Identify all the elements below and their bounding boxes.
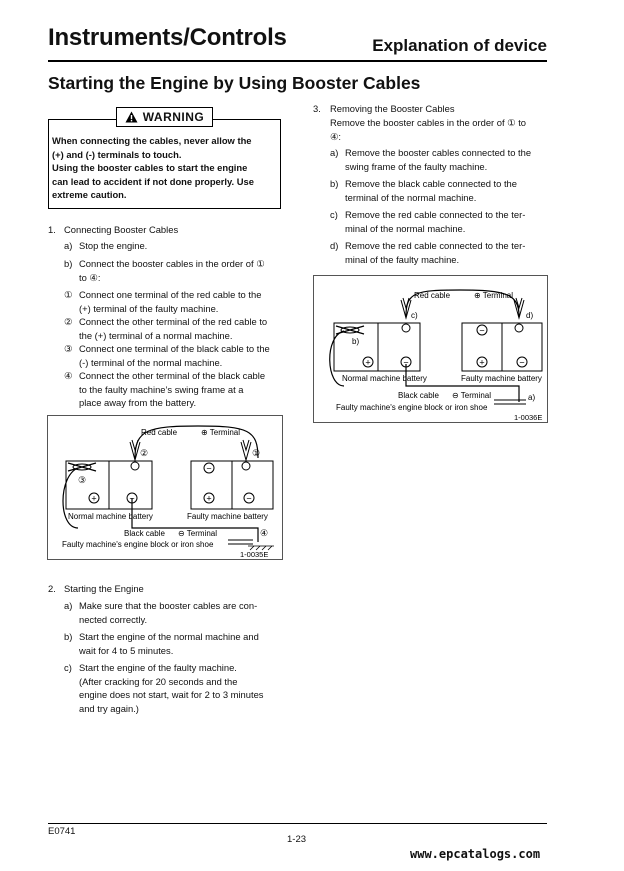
- black-cable-label: Black cable: [124, 529, 165, 538]
- marker-b: b): [352, 337, 360, 346]
- marker-4: ④: [260, 528, 269, 538]
- text-line: Connect one terminal of the black cable to the: [79, 343, 270, 354]
- text-line: Connect the other terminal of the black cable: [79, 370, 266, 381]
- text-line: swing frame of the faulty machine.: [345, 160, 488, 172]
- chapter-subtitle: Explanation of device: [372, 36, 547, 55]
- step3-c-mark: c): [330, 209, 338, 220]
- text-line: Start the engine of the faulty machine.: [79, 662, 237, 673]
- minus-terminal-label: ⊖ Terminal: [178, 529, 218, 538]
- text-line: Remove the black cable connected to the: [345, 178, 517, 189]
- step1-c4-mark: ④: [64, 370, 73, 381]
- engine-block-label: Faulty machine's engine block or iron shoe: [62, 540, 214, 549]
- minus-sign: −: [129, 493, 135, 504]
- step1-c1-text: [79, 288, 282, 315]
- step2-b-mark: b): [64, 631, 73, 642]
- text-line: nected correctly.: [79, 613, 148, 625]
- step2-a-text: [79, 599, 282, 626]
- step1-c3-mark: ③: [64, 343, 73, 354]
- step3-b-mark: b): [330, 178, 339, 189]
- step1-b-text: [79, 257, 283, 284]
- black-cable-label: Black cable: [398, 391, 439, 400]
- text-line: Connect the other terminal of the red cable to: [79, 316, 268, 327]
- minus-sign: −: [403, 357, 409, 368]
- marker-a: a): [528, 393, 536, 402]
- step3-intro: [330, 116, 548, 143]
- plus-sign: +: [479, 357, 485, 368]
- text-line: (+) terminal of the faulty machine.: [79, 302, 219, 314]
- text-line: Connect the booster cables in the order of ①: [79, 258, 265, 269]
- step3-d-mark: d): [330, 240, 339, 251]
- step1-a-text: Stop the engine.: [79, 240, 148, 251]
- step1-c2-mark: ②: [64, 316, 73, 327]
- red-cable-label: Red cable: [414, 291, 451, 300]
- plus-sign: +: [206, 493, 212, 504]
- warning-line: can lead to accident if not done properly. Use: [52, 175, 254, 187]
- step2-number: 2.: [48, 583, 56, 594]
- step1-title: Connecting Booster Cables: [64, 224, 179, 235]
- step3-d-text: [345, 239, 548, 266]
- text-line: Make sure that the booster cables are con-: [79, 600, 258, 611]
- marker-3: ③: [78, 475, 87, 485]
- step2-b-text: [79, 630, 282, 657]
- faulty-battery-label: Faulty machine battery: [461, 374, 542, 383]
- step1-number: 1.: [48, 224, 56, 235]
- figure-connecting-cables: [47, 415, 283, 560]
- text-line: Remove the red cable connected to the ter-: [345, 240, 526, 251]
- watermark-url: www.epcatalogs.com: [410, 847, 541, 861]
- marker-d: d): [526, 311, 534, 320]
- warning-line: Using the booster cables to start the engine: [52, 162, 248, 173]
- plus-sign: +: [365, 357, 371, 368]
- text-line: engine does not start, wait for 2 to 3 minutes: [79, 689, 264, 700]
- warning-line: (+) and (-) terminals to touch.: [52, 148, 182, 160]
- figure1-diagram: [48, 416, 282, 559]
- page-number: 1-23: [287, 834, 307, 845]
- section-title: Starting the Engine by Using Booster Cables: [48, 73, 421, 93]
- step1-b-mark: b): [64, 258, 73, 269]
- engine-block-label: Faulty machine's engine block or iron shoe: [336, 403, 488, 412]
- step3-c-text: [345, 208, 548, 235]
- plus-sign: +: [91, 493, 97, 504]
- step1-a-mark: a): [64, 240, 73, 251]
- footer-rule: [48, 823, 547, 824]
- step2-c-text: [79, 661, 282, 715]
- warning-label-text: WARNING: [142, 110, 205, 124]
- minus-sign: −: [246, 493, 252, 504]
- text-line: Connect one terminal of the red cable to the: [79, 289, 262, 300]
- text-line: Remove the red cable connected to the ter-: [345, 209, 526, 220]
- red-cable-label: Red cable: [141, 428, 178, 437]
- normal-battery-label: Normal machine battery: [342, 374, 427, 383]
- text-line: wait for 4 to 5 minutes.: [79, 644, 174, 656]
- text-line: to the faulty machine’s swing frame at a: [79, 383, 244, 395]
- text-line: (After cracking for 20 seconds and the: [79, 675, 238, 687]
- step3-a-mark: a): [330, 147, 339, 158]
- minus-terminal-label: ⊖ Terminal: [452, 391, 492, 400]
- step2-title: Starting the Engine: [64, 583, 144, 594]
- warning-line: When connecting the cables, never allow the: [52, 135, 252, 146]
- minus-sign: −: [479, 325, 485, 336]
- warning-text: [52, 134, 279, 202]
- text-line: minal of the normal machine.: [345, 222, 466, 234]
- minus-sign: −: [206, 463, 212, 474]
- step1-c2-text: [79, 315, 282, 342]
- step2-c-mark: c): [64, 662, 72, 673]
- text-line: the (+) terminal of a normal machine.: [79, 329, 233, 341]
- text-line: Remove the booster cables connected to the: [345, 147, 532, 158]
- text-line: Start the engine of the normal machine and: [79, 631, 259, 642]
- figure-code: 1-0036E: [514, 413, 543, 422]
- step3-title: Removing the Booster Cables: [330, 103, 455, 114]
- text-line: terminal of the normal machine.: [345, 191, 477, 203]
- warning-triangle-icon: [125, 111, 138, 123]
- warning-line: extreme caution.: [52, 189, 127, 200]
- text-line: Remove the booster cables in the order of ① to: [330, 117, 527, 128]
- step1-c3-text: [79, 342, 282, 369]
- plus-terminal-label: ⊕ Terminal: [474, 291, 514, 300]
- marker-2: ②: [140, 448, 149, 458]
- text-line: and try again.): [79, 702, 139, 714]
- text-line: ④:: [330, 130, 342, 142]
- marker-c: c): [411, 311, 418, 320]
- figure-removing-cables: [313, 275, 548, 423]
- step3-number: 3.: [313, 103, 321, 114]
- text-line: to ④:: [79, 271, 101, 283]
- text-line: minal of the faulty machine.: [345, 253, 460, 265]
- marker-1: ①: [252, 448, 261, 458]
- figure-code: 1-0035E: [240, 550, 269, 559]
- step1-c1-mark: ①: [64, 289, 73, 300]
- document-code: E0741: [48, 826, 76, 837]
- step2-a-mark: a): [64, 600, 73, 611]
- warning-label: [116, 107, 213, 127]
- step1-c4-text: [79, 369, 282, 410]
- text-line: place away from the battery.: [79, 397, 197, 408]
- header-rule: [48, 60, 547, 62]
- text-line: (-) terminal of the normal machine.: [79, 356, 223, 368]
- step3-b-text: [345, 177, 548, 204]
- figure2-diagram: [314, 276, 547, 422]
- normal-battery-label: Normal machine battery: [68, 512, 153, 521]
- minus-sign: −: [519, 357, 525, 368]
- page-title: Instruments/Controls: [48, 24, 287, 51]
- plus-terminal-label: ⊕ Terminal: [201, 428, 241, 437]
- faulty-battery-label: Faulty machine battery: [187, 512, 268, 521]
- step3-a-text: [345, 146, 548, 173]
